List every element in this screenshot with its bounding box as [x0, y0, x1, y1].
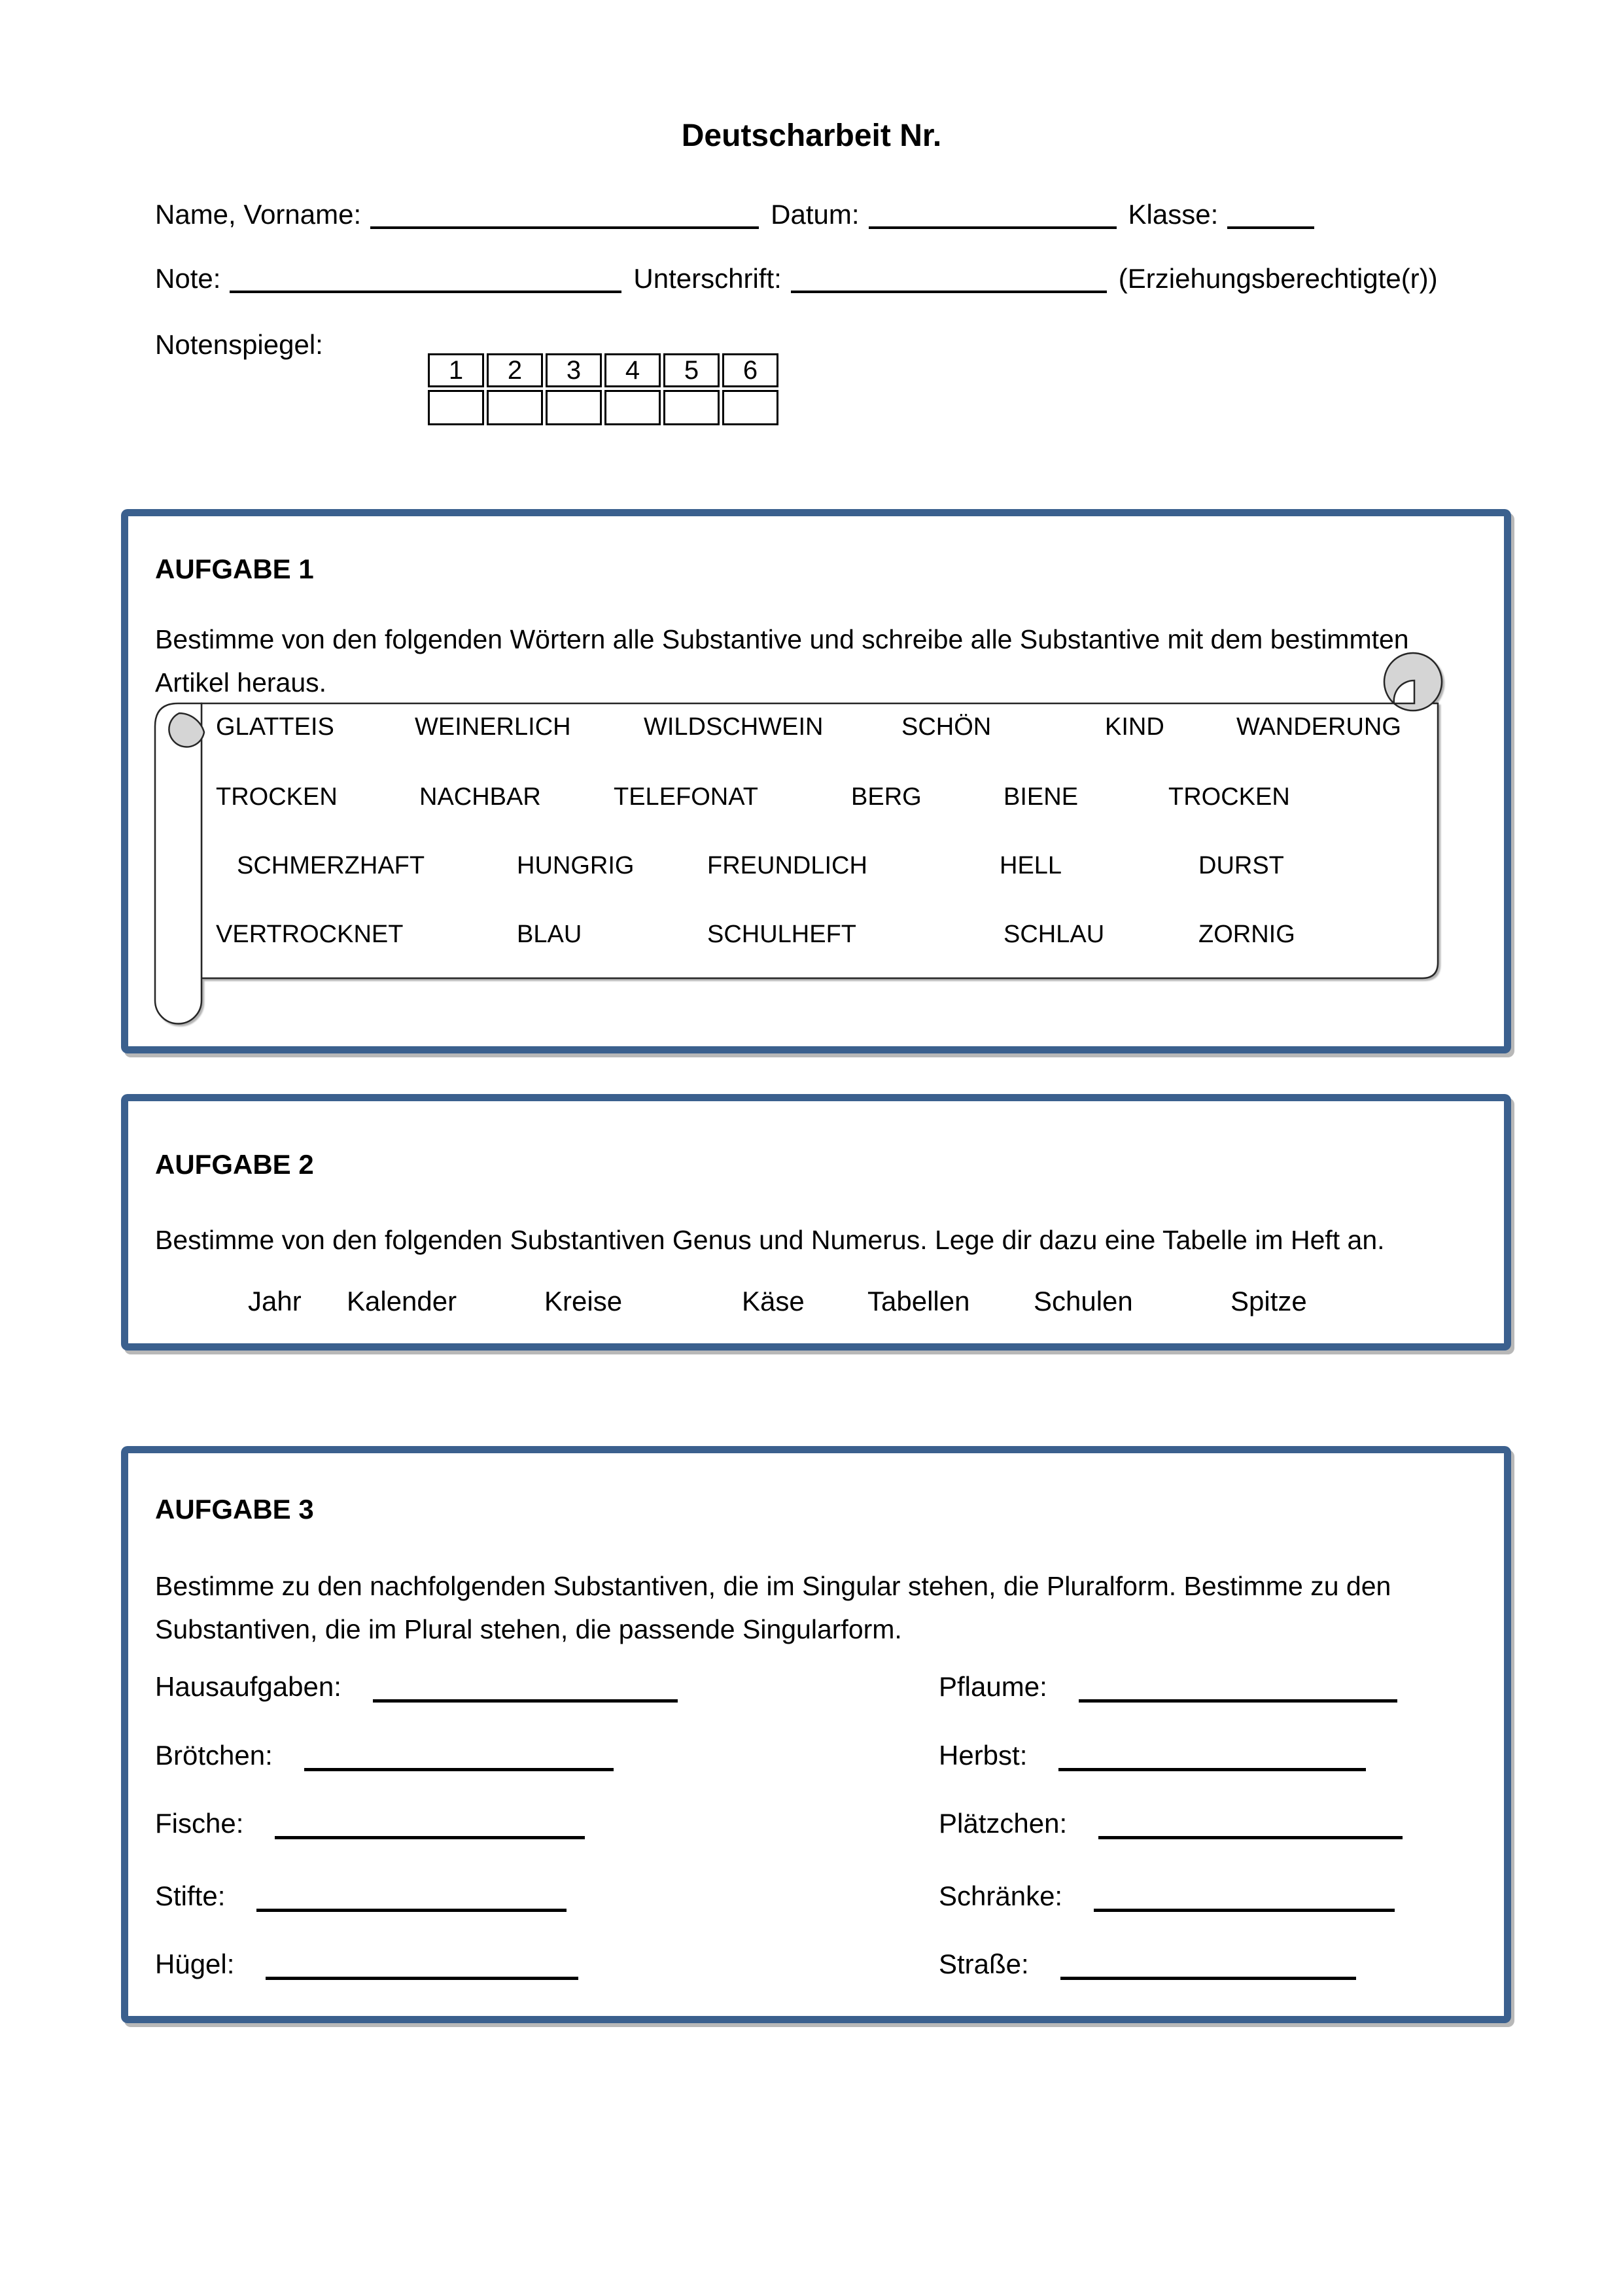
note-blank[interactable]: [230, 271, 621, 293]
datum-blank[interactable]: [869, 207, 1117, 229]
plural-item-row: [939, 1881, 1395, 1912]
datum-label: Datum:: [771, 199, 860, 230]
answer-blank[interactable]: [1060, 1954, 1356, 1980]
grade-answer-cell-5[interactable]: [663, 390, 720, 425]
scroll-word: GLATTEIS: [216, 713, 334, 741]
grade-answer-cell-6[interactable]: [722, 390, 778, 425]
scroll-word: SCHMERZHAFT: [237, 852, 425, 879]
word-bank-scroll: [148, 651, 1450, 1027]
answer-blank[interactable]: [256, 1886, 567, 1912]
item-label: Fische:: [155, 1808, 244, 1839]
name-vorname-blank[interactable]: [370, 207, 759, 229]
klasse-blank[interactable]: [1227, 207, 1314, 229]
unterschrift-label: Unterschrift:: [633, 263, 782, 294]
klasse-label: Klasse:: [1128, 199, 1219, 230]
task-box-aufgabe-2: [121, 1094, 1511, 1351]
answer-blank[interactable]: [275, 1814, 585, 1839]
plural-item-row: [939, 1949, 1356, 1980]
grade-header-cell-1: 1: [428, 353, 484, 387]
noun-word: Spitze: [1230, 1286, 1307, 1316]
header-line-2: [155, 263, 1438, 294]
unterschrift-blank[interactable]: [791, 271, 1107, 293]
answer-blank[interactable]: [1079, 1677, 1397, 1703]
noun-word: Kreise: [544, 1286, 623, 1316]
item-label: Plätzchen:: [939, 1808, 1068, 1839]
aufgabe-1-heading: AUFGABE 1: [155, 554, 314, 584]
item-label: Stifte:: [155, 1881, 226, 1911]
item-label: Hausaufgaben:: [155, 1671, 341, 1702]
noun-word: Kalender: [347, 1286, 457, 1316]
erziehungsberechtigte-label: (Erziehungsberechtigte(r)): [1118, 263, 1438, 294]
plural-item-row: [155, 1881, 567, 1912]
scroll-word: FREUNDLICH: [707, 852, 867, 879]
aufgabe-2-instruction: Bestimme von den folgenden Substantiven Genus und Numerus. Lege dir dazu eine Tabelle im Heft an.: [155, 1225, 1385, 1255]
grade-answer-row: [428, 390, 778, 425]
item-label: Hügel:: [155, 1949, 235, 1979]
noun-word: Tabellen: [867, 1286, 970, 1316]
grade-header-cell-4: 4: [604, 353, 661, 387]
grade-answer-cell-1[interactable]: [428, 390, 484, 425]
scroll-word: BIENE: [1003, 783, 1079, 811]
item-label: Straße:: [939, 1949, 1029, 1979]
plural-item-row: [939, 1671, 1397, 1703]
scroll-word: BLAU: [517, 921, 582, 948]
task-box-aufgabe-3: [121, 1446, 1511, 2023]
name-vorname-label: Name, Vorname:: [155, 199, 362, 230]
scroll-word: WANDERUNG: [1236, 713, 1401, 741]
scroll-word: TROCKEN: [1168, 783, 1290, 811]
grade-answer-cell-3[interactable]: [546, 390, 602, 425]
scroll-word: SCHULHEFT: [707, 921, 857, 948]
grade-header-row: [428, 353, 778, 387]
grade-header-cell-6: 6: [722, 353, 778, 387]
scroll-left-roll: [155, 703, 201, 1023]
aufgabe-2-heading: AUFGABE 2: [155, 1149, 314, 1180]
item-label: Brötchen:: [155, 1740, 273, 1771]
grade-header-cell-2: 2: [487, 353, 543, 387]
notenspiegel-table: [425, 351, 781, 428]
noun-word: Jahr: [248, 1286, 302, 1316]
scroll-word: WILDSCHWEIN: [644, 713, 824, 741]
scroll-banner-graphic: [148, 651, 1450, 1027]
scroll-word: SCHÖN: [901, 713, 992, 741]
task-box-aufgabe-1: [121, 509, 1511, 1053]
item-label: Herbst:: [939, 1740, 1028, 1771]
answer-blank[interactable]: [1058, 1746, 1366, 1771]
scroll-word: NACHBAR: [419, 783, 541, 811]
answer-blank[interactable]: [304, 1746, 614, 1771]
header-line-1: [155, 199, 1314, 230]
notenspiegel-label: Notenspiegel:: [155, 329, 323, 360]
scroll-word: HELL: [1000, 852, 1062, 879]
page-title: Deutscharbeit Nr.: [681, 118, 942, 153]
plural-item-row: [939, 1808, 1403, 1839]
scroll-word: BERG: [851, 783, 922, 811]
scroll-word: WEINERLICH: [415, 713, 571, 741]
plural-item-row: [939, 1740, 1366, 1771]
noun-word: Käse: [742, 1286, 805, 1316]
scroll-word: HUNGRIG: [517, 852, 635, 879]
plural-item-row: [155, 1671, 678, 1703]
item-label: Schränke:: [939, 1881, 1063, 1911]
plural-item-row: [155, 1949, 578, 1980]
grade-header-cell-5: 5: [663, 353, 720, 387]
note-label: Note:: [155, 263, 221, 294]
plural-item-row: [155, 1808, 585, 1839]
scroll-word: TROCKEN: [216, 783, 338, 811]
answer-blank[interactable]: [266, 1954, 578, 1980]
answer-blank[interactable]: [1094, 1886, 1395, 1912]
scroll-word: ZORNIG: [1198, 921, 1295, 948]
scroll-word: DURST: [1198, 852, 1284, 879]
aufgabe-3-instruction: Bestimme zu den nachfolgenden Substantiven, die im Singular stehen, die Pluralform. Bestimme zu den Substantiven, die im Plural stehen, die passende Singularform.: [155, 1571, 1391, 1644]
aufgabe-3-heading: AUFGABE 3: [155, 1494, 314, 1525]
scroll-word: SCHLAU: [1003, 921, 1105, 948]
scroll-word: KIND: [1105, 713, 1164, 741]
grade-answer-cell-2[interactable]: [487, 390, 543, 425]
item-label: Pflaume:: [939, 1671, 1047, 1702]
grade-header-cell-3: 3: [546, 353, 602, 387]
answer-blank[interactable]: [1098, 1814, 1403, 1839]
aufgabe-1-instruction: Bestimme von den folgenden Wörtern alle Substantive und schreibe alle Substantive mit dem bestimmten Artikel heraus.: [155, 624, 1409, 698]
scroll-word: TELEFONAT: [614, 783, 758, 811]
grade-answer-cell-4[interactable]: [604, 390, 661, 425]
answer-blank[interactable]: [373, 1677, 678, 1703]
plural-item-row: [155, 1740, 614, 1771]
scroll-word: VERTROCKNET: [216, 921, 404, 948]
noun-word: Schulen: [1034, 1286, 1133, 1316]
